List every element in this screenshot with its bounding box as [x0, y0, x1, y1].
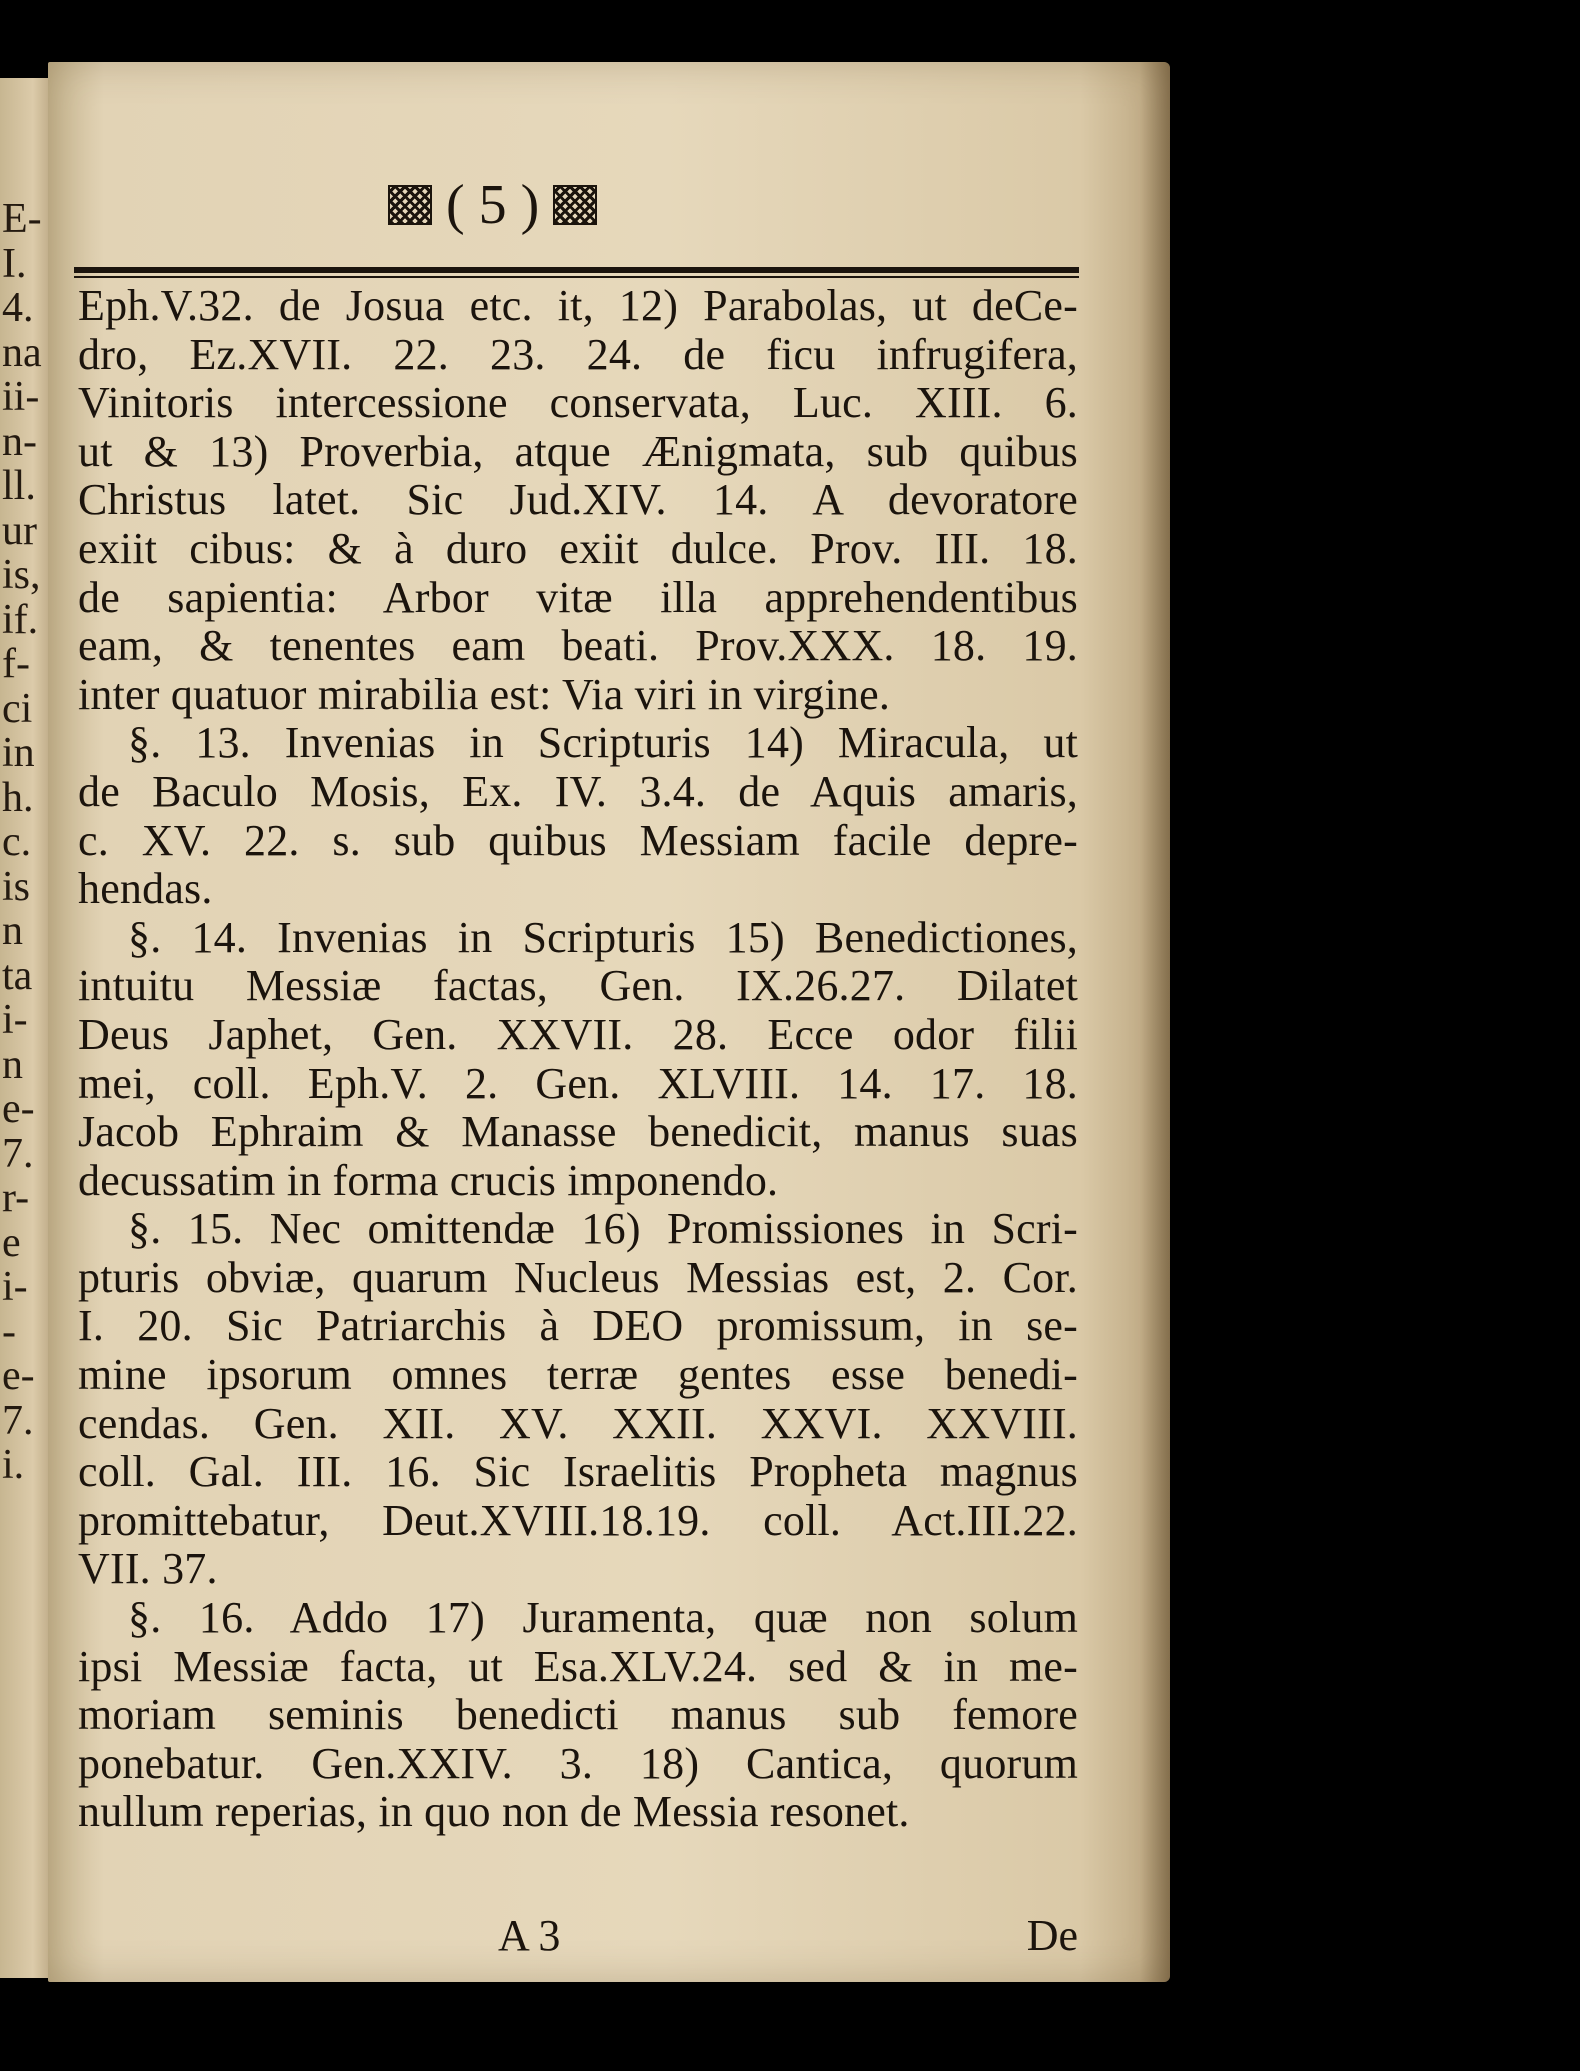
text-line: decussatim in forma crucis imponendo. — [78, 1155, 779, 1205]
text-line: eam, & tenentes eam beati. Prov.XXX. 18. 19. — [78, 621, 1078, 671]
left-page-fragment: i- — [2, 1264, 28, 1310]
text-line: VII. 37. — [78, 1544, 218, 1594]
text-line: Vinitoris intercessione conservata, Luc. XIII. 6. — [78, 378, 1078, 428]
text-line: nullum reperias, in quo non de Messia resonet. — [78, 1787, 910, 1837]
text-line: Jacob Ephraim & Manasse benedicit, manus suas — [78, 1107, 1078, 1157]
text-line: de sapientia: Arbor vitæ illa apprehendentibus — [78, 572, 1078, 622]
left-page-fragment: c. — [2, 819, 32, 865]
left-page-fragment: e- — [2, 1086, 35, 1132]
left-ornament-icon — [388, 185, 432, 225]
signature-mark: A 3 — [498, 1911, 561, 1960]
left-page-fragment: if. — [2, 596, 39, 643]
left-page-fragment: na — [2, 329, 42, 376]
text-line: inter quatuor mirabilia est: Via viri in virgine. — [78, 669, 891, 719]
text-line: I. 20. Sic Patriarchis à DEO promissum, in se- — [78, 1301, 1078, 1351]
header-rule — [74, 267, 1079, 278]
left-page-fragment: ll. — [2, 463, 36, 509]
left-page-fragment: is, — [2, 552, 41, 598]
page-number: ( 5 ) — [446, 174, 540, 236]
left-page-fragment: n- — [2, 418, 37, 465]
left-page-fragment: ur — [2, 507, 37, 554]
left-page-fragment: ci — [2, 685, 33, 732]
left-page-fragment: - — [2, 1308, 16, 1355]
left-page-fragment: E- — [2, 196, 42, 242]
left-page-fragment: n — [2, 1041, 23, 1088]
text-line: mei, coll. Eph.V. 2. Gen. XLVIII. 14. 17. 18. — [78, 1058, 1078, 1108]
left-page-fragment: h. — [2, 774, 34, 821]
left-page-fragment: 7. — [2, 1397, 34, 1444]
text-line: dro, Ez.XVII. 22. 23. 24. de ficu infrugifera, — [78, 329, 1078, 379]
left-page-fragment: r- — [2, 1175, 30, 1221]
text-line: promittebatur, Deut.XVIII.18.19. coll. Act.III.22. — [78, 1495, 1078, 1545]
text-line: moriam seminis benedicti manus sub femore — [78, 1690, 1078, 1740]
text-line: cendas. Gen. XII. XV. XXII. XXVI. XXVIII. — [78, 1398, 1078, 1448]
text-line: hendas. — [78, 864, 213, 914]
left-page-fragment: in — [2, 730, 35, 776]
text-line: exiit cibus: & à duro exiit dulce. Prov. III. 18. — [78, 523, 1078, 573]
left-page-fragment: is — [2, 863, 31, 910]
page-footer — [78, 1911, 1078, 1964]
text-line: §. 16. Addo 17) Juramenta, quæ non solum — [128, 1593, 1078, 1643]
left-page-fragment: ii- — [2, 374, 40, 420]
page-header — [388, 174, 908, 236]
text-line: ipsi Messiæ facta, ut Esa.XLV.24. sed & in me- — [78, 1641, 1078, 1691]
left-page-fragment: 7. — [2, 1130, 34, 1177]
text-line: de Baculo Mosis, Ex. IV. 3.4. de Aquis amaris, — [78, 766, 1078, 816]
left-page-fragment: i- — [2, 997, 28, 1043]
left-page-fragment: I. — [2, 240, 27, 287]
text-line: coll. Gal. III. 16. Sic Israelitis Propheta magnus — [78, 1447, 1078, 1497]
left-page-fragment: ta — [2, 952, 33, 999]
text-line: ponebatur. Gen.XXIV. 3. 18) Cantica, quorum — [78, 1738, 1078, 1788]
right-ornament-icon — [553, 185, 597, 225]
left-page-fragment: f- — [2, 641, 30, 687]
text-line: ut & 13) Proverbia, atque Ænigmata, sub quibus — [78, 426, 1078, 476]
left-page-fragment: i. — [2, 1442, 25, 1488]
body-text — [78, 282, 1078, 1837]
text-line: Christus latet. Sic Jud.XIV. 14. A devoratore — [78, 475, 1078, 525]
left-page-fragment: e- — [2, 1353, 35, 1399]
text-line: §. 14. Invenias in Scripturis 15) Benedictiones, — [128, 912, 1078, 962]
page-edge-shadow — [1140, 62, 1170, 1982]
left-page-fragment: n — [2, 908, 23, 954]
left-page-fragment: e — [2, 1219, 21, 1266]
left-page-edge — [0, 78, 55, 1978]
text-line: Eph.V.32. de Josua etc. it, 12) Parabolas, ut deCe- — [78, 281, 1078, 330]
catchword: De — [1026, 1911, 1078, 1960]
text-line: c. XV. 22. s. sub quibus Messiam facile depre- — [78, 815, 1078, 865]
text-line: §. 15. Nec omittendæ 16) Promissiones in Scri- — [128, 1204, 1078, 1254]
text-line: Deus Japhet, Gen. XXVII. 28. Ecce odor filii — [78, 1009, 1078, 1059]
text-line: pturis obviæ, quarum Nucleus Messias est, 2. Cor. — [78, 1252, 1078, 1302]
text-line: mine ipsorum omnes terræ gentes esse benedi- — [78, 1350, 1078, 1400]
book-page — [48, 62, 1170, 1982]
text-line: intuitu Messiæ factas, Gen. IX.26.27. Dilatet — [78, 961, 1078, 1011]
text-line: §. 13. Invenias in Scripturis 14) Miracula, ut — [128, 718, 1078, 768]
left-page-fragment: 4. — [2, 285, 34, 331]
